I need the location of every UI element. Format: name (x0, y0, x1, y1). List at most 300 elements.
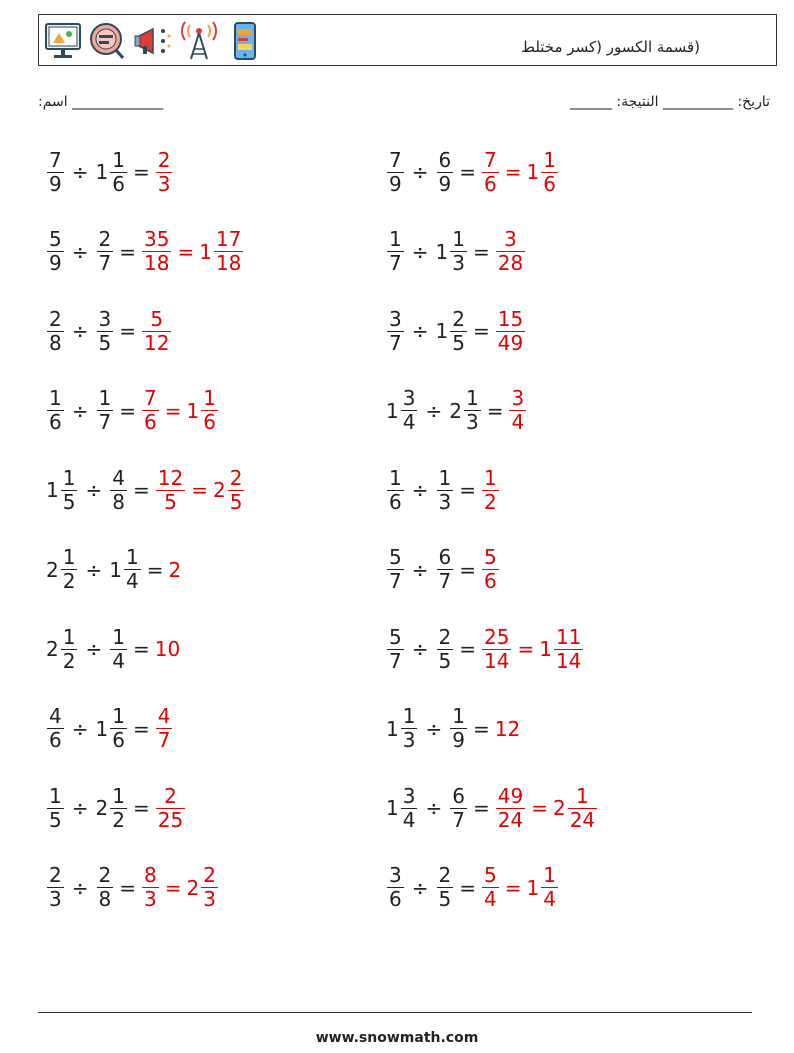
header-box (38, 14, 777, 66)
fraction (464, 387, 481, 434)
problem-7 (46, 379, 219, 443)
operand-term (46, 467, 78, 514)
fraction (437, 546, 454, 593)
fraction (47, 228, 64, 275)
problem-10 (386, 458, 500, 522)
denominator: 6 (49, 410, 62, 434)
denominator: 4 (402, 410, 416, 434)
numerator: 25 (484, 624, 510, 649)
denominator: 5 (164, 489, 177, 514)
operand-term (386, 864, 405, 911)
problem-1 (46, 140, 173, 204)
problem-9 (46, 458, 245, 522)
denominator: 2 (62, 648, 76, 673)
denominator: 25 (157, 807, 184, 832)
numerator: 7 (389, 147, 402, 172)
operand-term (46, 546, 78, 593)
equals-sign: = (459, 478, 476, 502)
numerator: 7 (144, 386, 157, 410)
operand-term (436, 308, 468, 355)
operand-term (46, 308, 65, 355)
denominator: 7 (98, 410, 112, 434)
whole-number: 2 (46, 557, 59, 582)
operand-term (96, 864, 115, 911)
denominator: 7 (389, 330, 402, 355)
fraction (541, 149, 558, 196)
numerator: 1 (62, 465, 76, 490)
fraction (387, 149, 404, 196)
numerator: 12 (157, 465, 184, 490)
denominator: 18 (215, 251, 242, 275)
presentation-board-icon (43, 21, 83, 61)
fraction (47, 149, 64, 196)
numerator: 2 (229, 465, 243, 490)
denominator: 5 (229, 489, 243, 514)
fraction (509, 387, 526, 434)
numerator: 2 (98, 227, 112, 251)
fraction (450, 308, 467, 355)
problem-15 (46, 697, 173, 761)
answer-term (155, 785, 186, 832)
numerator: 1 (465, 386, 479, 410)
numerator: 4 (157, 704, 171, 728)
whole-number: 2 (186, 875, 200, 900)
answer-term (539, 626, 584, 673)
numerator: 1 (49, 783, 62, 808)
operand-term (96, 785, 128, 832)
numerator: 3 (389, 863, 402, 887)
equals-sign: = (459, 637, 476, 661)
equals-sign: = (459, 875, 476, 900)
denominator: 8 (49, 330, 62, 355)
fraction (401, 785, 418, 832)
divide-sign: ÷ (411, 160, 429, 184)
denominator: 6 (144, 410, 157, 434)
numerator: 5 (389, 624, 402, 649)
fraction (47, 308, 64, 355)
denominator: 3 (203, 887, 216, 911)
equals-sign: = (132, 796, 150, 820)
numerator: 5 (389, 545, 402, 569)
fraction (214, 228, 243, 275)
equals-sign: = (164, 398, 182, 423)
denominator: 6 (203, 410, 216, 434)
answer-term (481, 467, 500, 514)
operand-term (436, 228, 468, 275)
denominator: 6 (389, 887, 402, 911)
denominator: 7 (389, 648, 402, 673)
fraction (482, 546, 499, 593)
fraction (97, 228, 114, 275)
numerator: 3 (511, 386, 525, 410)
operand-term (386, 308, 405, 355)
fraction (387, 626, 404, 673)
operand-term (96, 228, 115, 275)
numerator: 1 (389, 227, 402, 251)
numerator: 35 (144, 227, 170, 251)
numerator: 1 (543, 863, 556, 887)
whole-number: 1 (186, 398, 200, 423)
answer-term (553, 785, 598, 832)
fraction (387, 308, 404, 355)
divide-sign: ÷ (411, 239, 429, 264)
answer-term (481, 864, 500, 911)
denominator: 5 (98, 330, 112, 355)
whole-number: 1 (95, 160, 109, 184)
numerator: 1 (98, 386, 112, 410)
equals-sign: = (119, 398, 136, 423)
numerator: 1 (484, 465, 497, 490)
denominator: 9 (438, 171, 452, 196)
whole-number: 2 (552, 796, 566, 820)
footer-url: www.snowmath.com (315, 1030, 479, 1046)
fraction (47, 864, 64, 911)
operand-term (386, 387, 418, 434)
numerator: 1 (452, 704, 465, 728)
operand-term (96, 705, 128, 752)
divide-sign: ÷ (411, 319, 429, 343)
numerator: 1 (112, 783, 125, 808)
answer-term (495, 308, 526, 355)
fraction (554, 626, 583, 673)
fraction (201, 387, 218, 434)
operand-term (449, 705, 468, 752)
answer-term (141, 228, 172, 275)
answer-term (481, 149, 500, 196)
operand-term (436, 626, 455, 673)
numerator: 2 (49, 863, 62, 887)
denominator: 5 (62, 489, 76, 514)
fraction (401, 705, 418, 752)
numerator: 1 (62, 624, 76, 649)
denominator: 4 (511, 410, 525, 434)
numerator: 5 (150, 306, 164, 331)
denominator: 5 (438, 648, 452, 673)
numerator: 4 (112, 465, 125, 490)
numerator: 11 (555, 624, 582, 649)
whole-number: 1 (386, 398, 399, 423)
answer-term (495, 717, 521, 741)
problem-5 (46, 299, 172, 363)
operand-term (46, 387, 65, 434)
numerator: 1 (49, 386, 62, 410)
fraction (97, 864, 114, 911)
numerator: 5 (484, 863, 497, 887)
denominator: 12 (144, 330, 170, 355)
numerator: 2 (49, 306, 62, 331)
fraction (156, 705, 173, 752)
numerator: 2 (157, 147, 171, 172)
numerator: 3 (98, 306, 112, 331)
denominator: 7 (452, 807, 465, 832)
denominator: 6 (484, 569, 497, 593)
problem-16 (386, 697, 521, 761)
fraction (228, 467, 245, 514)
numerator: 3 (402, 783, 416, 808)
numerator: 7 (484, 147, 497, 172)
denominator: 8 (112, 489, 125, 514)
divide-sign: ÷ (71, 875, 89, 900)
equals-sign: = (177, 239, 195, 264)
operand-term (109, 467, 128, 514)
equals-sign: = (132, 716, 150, 741)
denominator: 6 (112, 171, 125, 196)
denominator: 5 (438, 887, 452, 911)
fraction (541, 864, 558, 911)
whole-number: 1 (526, 160, 540, 184)
equals-sign: = (119, 319, 136, 343)
numerator: 1 (543, 147, 556, 172)
divide-sign: ÷ (71, 160, 89, 184)
denominator: 14 (484, 648, 510, 673)
divide-sign: ÷ (71, 796, 89, 820)
operand-term (96, 149, 128, 196)
answer-term (495, 228, 526, 275)
equals-sign: = (459, 160, 476, 184)
denominator: 6 (112, 728, 125, 752)
operand-term (46, 785, 65, 832)
fraction (142, 387, 159, 434)
operand-term (96, 387, 115, 434)
problem-19 (46, 856, 219, 920)
denominator: 4 (125, 569, 139, 593)
numerator: 2 (203, 863, 216, 887)
fraction (437, 864, 454, 911)
problem-12 (386, 538, 500, 602)
fraction (387, 228, 404, 275)
denominator: 9 (49, 171, 62, 196)
whole-number: 1 (539, 637, 552, 661)
denominator: 4 (112, 648, 125, 673)
fraction (482, 149, 499, 196)
answer-term (495, 785, 526, 832)
divide-sign: ÷ (411, 637, 429, 661)
numerator: 2 (438, 624, 452, 649)
answer-term (141, 864, 160, 911)
whole-number: 1 (95, 716, 109, 741)
denominator: 7 (438, 569, 452, 593)
radio-tower-icon (179, 21, 219, 61)
divide-sign: ÷ (425, 716, 443, 741)
divide-sign: ÷ (71, 716, 89, 741)
equals-sign: = (504, 160, 522, 184)
fraction (47, 705, 64, 752)
divide-sign: ÷ (425, 796, 443, 820)
numerator: 2 (164, 783, 177, 808)
fraction (437, 626, 454, 673)
bct-badge-icon (87, 21, 127, 61)
numerator: 6 (438, 147, 452, 172)
equals-sign: = (164, 875, 182, 900)
denominator: 7 (389, 251, 402, 275)
numerator: 6 (452, 783, 465, 808)
divide-sign: ÷ (411, 875, 429, 900)
problem-6 (386, 299, 526, 363)
numerator: 2 (98, 863, 112, 887)
whole-number: 1 (435, 319, 449, 343)
operand-term (46, 149, 65, 196)
answer-term (141, 308, 172, 355)
divide-sign: ÷ (71, 319, 89, 343)
whole-number: 1 (109, 557, 122, 582)
fraction (61, 626, 78, 673)
operand-term (436, 546, 455, 593)
operand-term (109, 626, 128, 673)
whole-number: 1 (526, 875, 540, 900)
operand-term (436, 864, 455, 911)
operand-term (96, 308, 115, 355)
divide-sign: ÷ (85, 557, 103, 582)
numerator: 2 (438, 863, 452, 887)
denominator: 24 (497, 807, 524, 832)
equals-sign: = (504, 875, 522, 900)
numerator: 1 (112, 147, 125, 172)
numerator: 1 (203, 386, 216, 410)
answer-term (187, 387, 219, 434)
whole-number: 1 (435, 239, 449, 264)
fraction (124, 546, 141, 593)
numerator: 2 (452, 306, 465, 331)
denominator: 6 (49, 728, 62, 752)
numerator: 17 (215, 227, 242, 251)
fraction (401, 387, 418, 434)
divide-sign: ÷ (425, 398, 443, 423)
numerator: 1 (452, 227, 465, 251)
equals-sign: = (472, 319, 490, 343)
footer-divider (38, 1012, 752, 1013)
denominator: 7 (98, 251, 112, 275)
denominator: 18 (144, 251, 170, 275)
problem-20 (386, 856, 559, 920)
numerator: 5 (49, 227, 62, 251)
whole-number: 1 (386, 716, 399, 741)
numerator: 1 (112, 704, 125, 728)
numerator: 1 (438, 465, 452, 490)
numerator: 15 (497, 306, 524, 331)
fraction (47, 785, 64, 832)
whole-number: 2 (212, 478, 226, 502)
equals-sign: = (517, 637, 535, 661)
fraction (97, 387, 114, 434)
answer-term (187, 864, 219, 911)
problem-3 (46, 220, 244, 284)
fraction (156, 149, 173, 196)
equals-sign: = (119, 875, 136, 900)
denominator: 4 (402, 807, 416, 832)
fraction (156, 785, 185, 832)
answer-term (199, 228, 244, 275)
numerator: 5 (484, 545, 497, 569)
megaphone-icon (133, 21, 173, 61)
answer-term (155, 149, 174, 196)
whole-number: 1 (199, 239, 212, 264)
answer-term (527, 149, 559, 196)
fraction (142, 308, 171, 355)
fraction (450, 785, 467, 832)
fraction (110, 149, 127, 196)
equals-sign: = (459, 557, 476, 582)
fraction (482, 467, 499, 514)
denominator: 24 (569, 807, 596, 832)
numerator: 1 (62, 545, 76, 569)
answer-term (155, 705, 174, 752)
denominator: 3 (465, 410, 479, 434)
numerator: 1 (125, 545, 139, 569)
denominator: 6 (484, 171, 497, 196)
fraction (61, 546, 78, 593)
answer-term (155, 637, 181, 661)
denominator: 3 (49, 887, 62, 911)
answer-term (527, 864, 559, 911)
whole-number: 2 (95, 796, 109, 820)
operand-term (109, 546, 141, 593)
numerator: 6 (438, 545, 452, 569)
fraction (97, 308, 114, 355)
denominator: 3 (157, 171, 171, 196)
divide-sign: ÷ (411, 478, 429, 502)
equals-sign: = (486, 398, 504, 423)
fraction (437, 149, 454, 196)
denominator: 3 (144, 887, 157, 911)
fraction (110, 705, 127, 752)
fraction (387, 546, 404, 593)
fraction (201, 864, 218, 911)
fraction (156, 467, 185, 514)
divide-sign: ÷ (71, 398, 89, 423)
operand-term (386, 626, 405, 673)
fraction (482, 864, 499, 911)
operand-term (46, 228, 65, 275)
answer-term (168, 558, 182, 582)
denominator: 9 (389, 171, 402, 196)
fraction (142, 228, 171, 275)
mobile-phone-icon (225, 21, 265, 61)
fraction (387, 467, 404, 514)
operand-term (436, 149, 455, 196)
denominator: 6 (543, 171, 556, 196)
fraction (110, 785, 127, 832)
answer-term (508, 387, 527, 434)
equals-sign: = (472, 716, 490, 741)
whole-number: 1 (386, 796, 399, 820)
denominator: 28 (497, 251, 524, 275)
fraction (142, 864, 159, 911)
numerator: 3 (504, 227, 517, 251)
numerator: 7 (49, 147, 62, 172)
denominator: 2 (112, 807, 125, 832)
fraction (450, 228, 467, 275)
problem-4 (386, 220, 526, 284)
divide-sign: ÷ (411, 557, 429, 582)
denominator: 5 (452, 330, 465, 355)
denominator: 49 (497, 330, 524, 355)
equals-sign: = (531, 796, 548, 820)
equals-sign: = (146, 557, 164, 582)
denominator: 8 (98, 887, 112, 911)
numerator: 1 (112, 624, 125, 649)
problem-8 (386, 379, 527, 443)
operand-term (386, 228, 405, 275)
fraction (110, 626, 127, 673)
numerator: 3 (402, 386, 416, 410)
equals-sign: = (119, 239, 136, 264)
answer-term (481, 626, 512, 673)
problem-18 (386, 776, 598, 840)
fraction (496, 308, 525, 355)
whole-number: 12 (494, 716, 521, 741)
divide-sign: ÷ (85, 478, 103, 502)
numerator: 8 (144, 863, 157, 887)
